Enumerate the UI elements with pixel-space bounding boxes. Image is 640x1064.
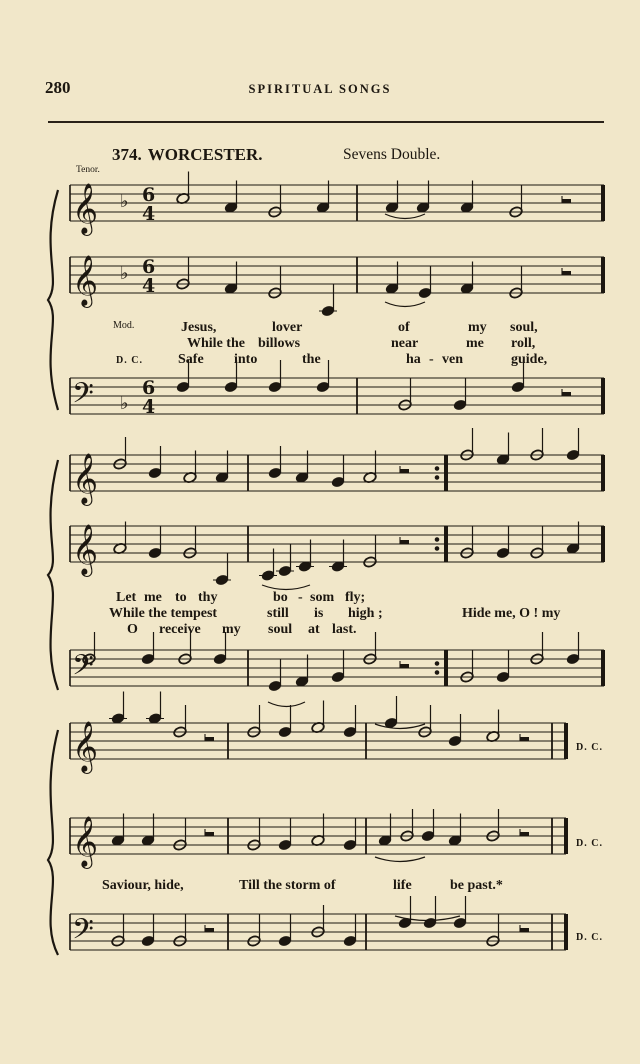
rest: [520, 737, 529, 741]
lyric-word: roll,: [511, 336, 536, 351]
lyric-word: Safe: [178, 352, 204, 367]
repeat-dot: [435, 671, 439, 675]
treble-clef: 𝄞: [72, 453, 99, 504]
lyric-word: into: [234, 352, 258, 367]
rest: [205, 832, 214, 836]
lyric-word: high ;: [348, 606, 383, 621]
flat-sign: ♭: [120, 263, 129, 284]
page-number: 280: [45, 78, 71, 97]
lyric-word: O: [127, 622, 138, 637]
lyric-word: fly;: [345, 590, 366, 605]
lyric-word: near: [391, 336, 419, 351]
lyric-word: thy: [198, 590, 218, 605]
lyric-word: Let: [116, 590, 137, 605]
rest: [562, 199, 571, 203]
lyric-word: soul,: [510, 320, 538, 335]
lyric-word: me: [466, 336, 484, 351]
lyric-word: billows: [258, 336, 301, 351]
rest: [400, 540, 409, 544]
rest: [400, 664, 409, 668]
lyric-word: be past.*: [450, 878, 503, 893]
slur: [385, 214, 425, 219]
time-signature-top: 6: [142, 256, 156, 278]
dc-mark: D. C.: [576, 838, 603, 849]
time-signature-bottom: 4: [142, 275, 156, 297]
lyric-word: Till the storm of: [239, 878, 336, 893]
lyric-word: Jesus,: [181, 320, 217, 335]
system-brace: [48, 730, 58, 955]
rest: [562, 392, 571, 396]
lyric-word: Hide me, O ! my: [462, 606, 561, 621]
lyric-word: -: [298, 590, 303, 605]
tenor-label: Tenor.: [76, 165, 100, 175]
rest: [205, 928, 214, 932]
lyric-word: soul: [268, 622, 293, 637]
lyric-word: me: [144, 590, 162, 605]
time-signature-top: 6: [142, 377, 156, 399]
slur: [385, 302, 425, 307]
flat-sign: ♭: [120, 191, 129, 212]
treble-clef: 𝄞: [72, 255, 99, 306]
lyric-word: While the tempest: [109, 606, 218, 621]
time-signature-top: 6: [142, 184, 156, 206]
rest: [562, 271, 571, 275]
slur: [375, 857, 425, 862]
lyric-word: -: [429, 352, 434, 367]
repeat-dot: [435, 467, 439, 471]
dc-label: D. C.: [116, 355, 143, 366]
dc-mark: D. C.: [576, 742, 603, 753]
treble-clef: 𝄞: [72, 816, 99, 867]
repeat-dot: [435, 476, 439, 480]
lyric-word: to: [175, 590, 187, 605]
slur: [375, 724, 425, 729]
lyric-word: of: [398, 320, 410, 335]
rest: [205, 737, 214, 741]
repeat-dot: [435, 547, 439, 551]
rest: [400, 469, 409, 473]
hymn-name: WORCESTER.: [147, 145, 263, 164]
lyric-word: receive: [159, 622, 201, 637]
repeat-dot: [435, 538, 439, 542]
lyric-word: last.: [332, 622, 357, 637]
lyric-word: life: [393, 878, 412, 893]
slur: [262, 585, 310, 590]
lyric-word: guide,: [511, 352, 548, 367]
dc-mark: D. C.: [576, 932, 603, 943]
treble-clef: 𝄞: [72, 524, 99, 575]
slur: [268, 702, 305, 707]
lyric-word: bo: [273, 590, 288, 605]
repeat-dot: [435, 662, 439, 666]
lyric-word: my: [468, 320, 487, 335]
lyric-word: at: [308, 622, 320, 637]
rest: [520, 928, 529, 932]
flat-sign: ♭: [120, 393, 129, 414]
lyric-word: som: [310, 590, 335, 605]
running-title: SPIRITUAL SONGS: [248, 82, 392, 96]
lyric-word: ha: [406, 352, 421, 367]
treble-clef: 𝄞: [72, 183, 99, 234]
lyric-word: Saviour, hide,: [102, 878, 184, 893]
lyric-word: ven: [442, 352, 463, 367]
bass-clef: 𝄢: [72, 377, 94, 417]
lyric-word: lover: [272, 320, 303, 335]
lyric-word: still: [267, 606, 289, 621]
time-signature-bottom: 4: [142, 396, 156, 418]
hymn-meter: Sevens Double.: [343, 146, 441, 163]
bass-clef: 𝄢: [72, 913, 94, 953]
rest: [520, 832, 529, 836]
bass-clef: 𝄢: [72, 649, 94, 689]
lyric-word: is: [314, 606, 324, 621]
lyric-word: While the: [187, 336, 245, 351]
mod-label: Mod.: [113, 320, 135, 331]
time-signature-bottom: 4: [142, 203, 156, 225]
treble-clef: 𝄞: [72, 721, 99, 772]
system-brace: [48, 190, 58, 410]
lyric-word: my: [222, 622, 241, 637]
lyric-word: the: [302, 352, 321, 367]
hymn-number: 374.: [112, 145, 142, 164]
system-brace: [48, 460, 58, 690]
